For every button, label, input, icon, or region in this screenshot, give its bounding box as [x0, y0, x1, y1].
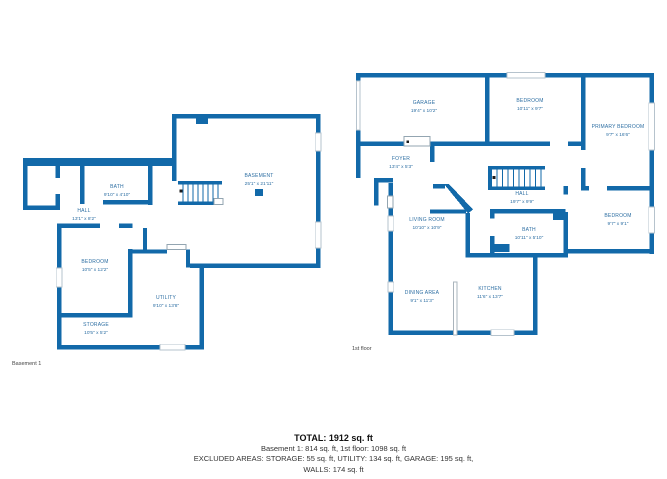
- support-post: [255, 189, 263, 196]
- first-floor-windows: [357, 73, 655, 336]
- room-name: HALL: [515, 191, 529, 197]
- basement-doors: [167, 245, 186, 250]
- room-name: FOYER: [391, 156, 411, 162]
- basement-stairs: [178, 181, 223, 205]
- room-dims: 19'7" x 9'9": [510, 199, 534, 205]
- floor-areas-text: Basement 1: 814 sq. ft, 1st floor: 1098 sq. ft: [260, 444, 407, 453]
- room-dims: 11'6" x 13'7": [477, 294, 503, 300]
- room-name: KITCHEN: [478, 286, 502, 292]
- room-name: BASEMENT: [244, 173, 274, 179]
- room-dims: 25'1" x 21'11": [244, 181, 274, 187]
- room-dims: 13'1" x 8'2": [72, 216, 96, 222]
- room-dims: 10'11" x 9'7": [517, 106, 543, 112]
- room-dims: 9'1" x 11'3": [410, 298, 434, 304]
- first-floor-label: 1st floor: [352, 346, 372, 352]
- room-name: STORAGE: [83, 322, 109, 328]
- room-name: UTILITY: [155, 295, 176, 301]
- room-dims: 19'4" x 10'2": [410, 108, 438, 114]
- room-name: HALL: [77, 208, 91, 214]
- room-name: BEDROOM: [81, 259, 109, 265]
- room-dims: 10'5" x 5'2": [84, 330, 108, 336]
- basement-plan: [23, 114, 321, 350]
- room-name: BATH: [522, 227, 536, 233]
- room-dims: 9'7" x 16'6": [606, 132, 630, 138]
- room-dims: 9'10" x 4'10": [103, 192, 131, 198]
- walls-area-text: WALLS: 174 sq. ft: [303, 464, 364, 474]
- room-name: LIVING ROOM: [409, 217, 445, 223]
- first-floor-doors: [388, 137, 431, 209]
- room-name: PRIMARY BEDROOM: [591, 124, 645, 130]
- room-dims: 10'5" x 12'2": [81, 267, 109, 273]
- room-name: BEDROOM: [516, 98, 544, 104]
- first-floor-plan: [356, 73, 655, 336]
- room-dims: 10'10" x 10'9": [412, 225, 442, 231]
- room-dims: 10'11" x 5'10": [514, 235, 544, 241]
- area-summary: [0, 433, 667, 475]
- room-name: BEDROOM: [604, 213, 632, 219]
- first-floor-stairs: [488, 166, 545, 190]
- room-name: BATH: [110, 184, 124, 190]
- kitchen-half-wall: [454, 282, 458, 335]
- room-name: GARAGE: [412, 100, 436, 106]
- excluded-areas-text: EXCLUDED AREAS: STORAGE: 55 sq. ft, UTILITY: 134 sq. ft, GARAGE: 195 sq. ft,: [193, 454, 474, 464]
- first-floor-walls: [356, 73, 654, 335]
- room-dims: 13'4" x 5'3": [389, 164, 413, 170]
- total-area-text: TOTAL: 1912 sq. ft: [294, 433, 373, 443]
- room-name: DINING AREA: [404, 290, 440, 296]
- basement-floor-label: Basement 1: [12, 361, 42, 367]
- basement-walls: [23, 114, 321, 350]
- room-dims: 9'7" x 9'1": [607, 221, 629, 227]
- room-dims: 9'10" x 13'8": [152, 303, 180, 309]
